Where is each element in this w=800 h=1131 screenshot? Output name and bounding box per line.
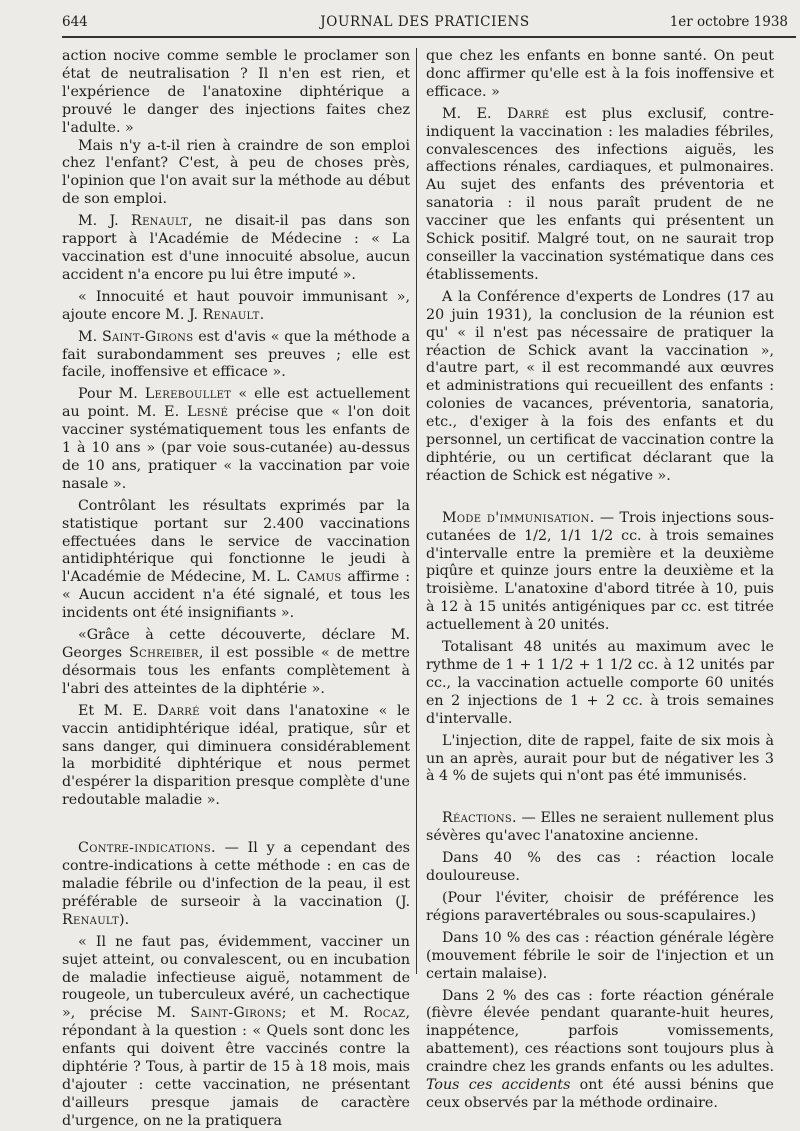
paragraph: Totalisant 48 unités au maximum avec le rythme de 1 + 1 1/2 + 1 1/2 cc. à 12 unités par cc., la vaccination actuelle comporte 60 unités en 2 injections de 1 + 2 cc. à trois semaines d'intervalle. (426, 639, 774, 727)
author-name: Rocaz (363, 1005, 406, 1022)
page-number: 644 (62, 14, 88, 30)
paragraph: « Il ne faut pas, évidemment, vacciner un sujet atteint, ou convalescent, ou en incubation de maladie infectieuse aiguë, notamment de rougeole, un tuberculeux avéré, un cachectique », précise M. Saint-Girons; et M. Rocaz, répondant à la question : « Quels sont donc les enfants qui doivent être vaccinés contre la diphtérie ? Tous, à partir de 15 à 18 mois, mais d'ajouter : cette vaccination, ne présentant d'ailleurs presque jamais de caractère d'urgence, on ne la pratiquera (62, 933, 410, 1129)
author-name: Darré (157, 702, 200, 719)
author-name: Renault (62, 911, 120, 928)
paragraph: Dans 40 % des cas : réaction locale douloureuse. (426, 850, 774, 885)
header-rule (62, 36, 796, 38)
author-name: Renault (202, 306, 260, 323)
left-column (62, 48, 410, 1131)
paragraph: Mais n'y a-t-il rien à craindre de son emploi chez l'enfant? C'est, à peu de choses près, l'opinion que l'on avait sur la méthode au début de son emploi. (62, 137, 410, 208)
author-name: Renault (131, 213, 189, 230)
author-name: Camus (296, 569, 342, 586)
paragraph: M. E. Darré est plus exclusif, contre-indiquent la vaccination : les maladies fébriles, convalescences des infections aiguës, les affections rénales, cardiaques, et pulmonaires. Au sujet des enfants des préventoria et sanatoria : il nous paraît prudent de ne vacciner que les enfants qui présentent un Schick positif. Malgré tout, on ne saurait trop conseiller la vaccination systématique dans ces établissements. (426, 105, 774, 283)
author-name: Lesné (187, 404, 229, 421)
journal-title: JOURNAL DES PRATICIENS (320, 14, 530, 30)
paragraph: M. Saint-Girons est d'avis « que la méthode a fait surabondamment ses preuves ; elle est facile, inoffensive et efficace ». (62, 328, 410, 381)
author-name: Saint-Girons (190, 1005, 282, 1022)
italic-phrase: Tous ces accidents (426, 1077, 571, 1094)
page-header (62, 14, 788, 34)
author-name: Saint-Girons (101, 328, 194, 345)
paragraph: «Grâce à cette découverte, déclare M. Georges Schreiber, il est possible « de mettre désormais tous les enfants complètement à l'abri des atteintes de la diphtérie ». (62, 627, 410, 697)
paragraph: (Pour l'éviter, choisir de préférence les régions paravertébrales ou sous-scapulaires.) (426, 889, 774, 924)
author-name: Schreiber (129, 645, 199, 661)
paragraph: Contrôlant les résultats exprimés par la statistique portant sur 2.400 vaccinations effectuées dans le service de vaccination antidiphtérique qui fonctionne le jeudi à l'Académie de Médecine, M. L. Camus affirme : « Aucun accident n'a été signalé, et tous les incidents ont été insignifiants ». (62, 497, 411, 622)
section-heading: Contre-indications. (78, 840, 216, 857)
section-heading: Mode d'immunisation. (442, 509, 595, 526)
paragraph: A la Conférence d'experts de Londres (17 au 20 juin 1931), la conclusion de la réunion est qu' « il n'est pas nécessaire de pratiquer la réaction de Schick avant la vaccination », d'autre part, « il est recommandé aux œuvres et administrations qui recueillent des enfants : colonies de vacances, préventoria, sanatoria, etc., d'exiger à la fois des enfants et du personnel, un certificat de vaccination contre la diphtérie, ou un certificat déclarant que la réaction de Schick est négative ». (426, 288, 774, 484)
paragraph: action nocive comme semble le proclamer son état de neutralisation ? Il n'en est rien, et l'expérience de l'anatoxine diphtérique a prouvé le danger des injections faites chez l'adulte. » (62, 48, 410, 136)
section-heading: Réactions. (442, 810, 517, 827)
column-divider (416, 48, 417, 974)
paragraph: que chez les enfants en bonne santé. On peut donc affirmer qu'elle est à la fois inoffensive et efficace. » (426, 48, 774, 100)
section-paragraph: Réactions. — Elles ne seraient nullement plus sévères qu'avec l'anatoxine ancienne. (426, 810, 774, 845)
right-column (426, 48, 774, 1113)
paragraph: Dans 10 % des cas : réaction générale légère (mouvement fébrile le soir de l'injection et un certain malaise). (426, 929, 774, 982)
paragraph: Dans 2 % des cas : forte réaction générale (fièvre élevée pendant quarante-huit heures, inappétence, parfois vomissements, abattement), ces réactions sont toujours plus à craindre chez les grands enfants ou les adultes. Tous ces accidents ont été aussi bénins que ceux observés par la méthode ordinaire. (426, 987, 774, 1111)
author-name: Darré (507, 105, 550, 122)
section-paragraph: Contre-indications. — Il y a cependant des contre-indications à cette méthode : en cas de maladie fébrile ou d'infection de la peau, il est préférable de surseoir à la vaccination (J. Renault). (62, 840, 410, 928)
paragraph: Pour M. Lereboullet « elle est actuellement au point. M. E. Lesné précise que « l'on doit vacciner systématiquement tous les enfants de 1 à 10 ans » (par voie sous-cutanée) au-dessus de 10 ans, pratiquer « la vaccination par voie nasale ». (62, 386, 410, 492)
paragraph: L'injection, dite de rappel, faite de six mois à un an après, aurait pour but de négativer les 3 à 4 % de sujets qui n'ont pas été immunisés. (426, 732, 774, 785)
issue-date: 1er octobre 1938 (669, 14, 788, 30)
section-paragraph: Mode d'immunisation. — Trois injections sous-cutanées de 1/2, 1/1 1/2 cc. à trois semaines d'intervalle entre la première et la deuxième piqûre et quinze jours entre la deuxième et la troisième. L'anatoxine d'abord titrée à 10, puis à 12 à 15 unités antigéniques par cc. est titrée actuellement à 20 unités. (426, 509, 774, 634)
paragraph: « Innocuité et haut pouvoir immunisant », ajoute encore M. J. Renault. (62, 288, 410, 323)
paragraph: Et M. E. Darré voit dans l'anatoxine « le vaccin antidiphtérique idéal, pratique, sûr et sans danger, qui diminuera considérablement la morbidité diphtérique et nous permet d'espérer la disparition presque complète d'une redoutable maladie ». (62, 702, 410, 809)
paragraph: M. J. Renault, ne disait-il pas dans son rapport à l'Académie de Médecine : « La vaccination est d'une innocuité absolue, aucun accident n'a encore pu lui être imputé ». (62, 213, 410, 283)
author-name: Lereboullet (144, 386, 232, 403)
